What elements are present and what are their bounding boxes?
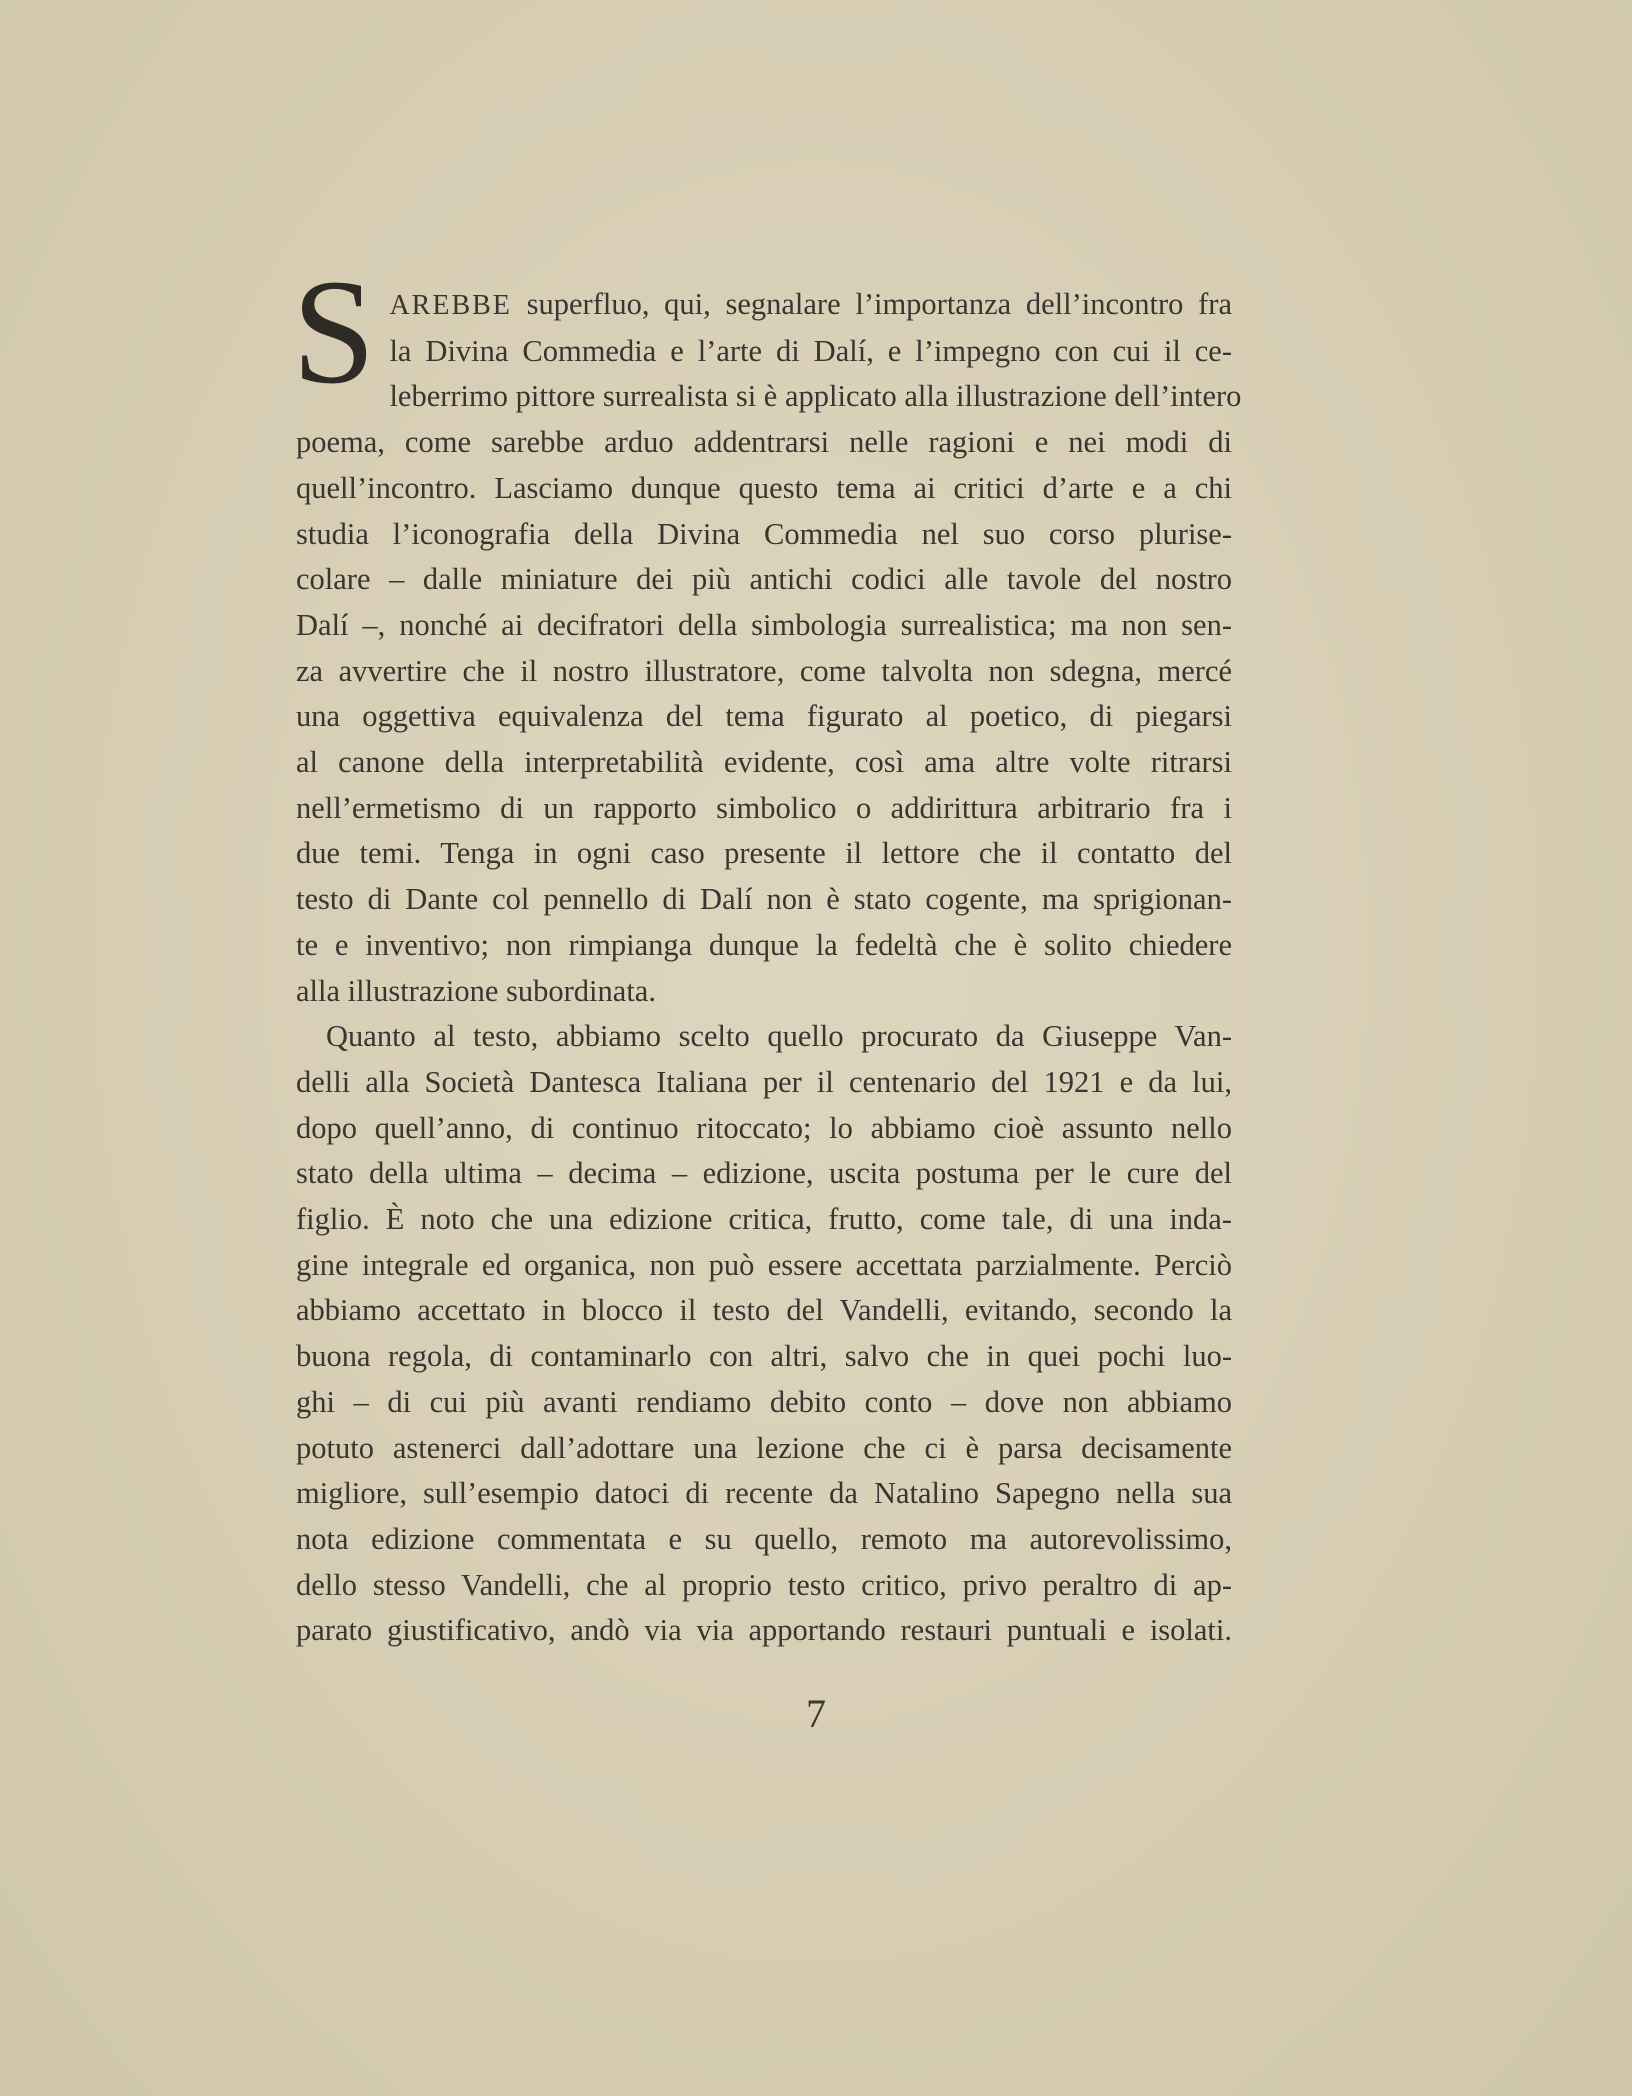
text-line: Quanto al testo, abbiamo scelto quello procurato da Giuseppe Van-: [326, 1019, 1232, 1054]
text-line: Dalí –, nonché ai decifratori della simbologia surrealistica; ma non sen-: [296, 607, 1232, 642]
text-line: due temi. Tenga in ogni caso presente il lettore che il contatto del: [296, 836, 1232, 871]
text-line: la Divina Commedia e l’arte di Dalí, e l’impegno con cui il ce-: [389, 333, 1232, 368]
text-line: migliore, sull’esempio datoci di recente da Natalino Sapegno nella sua: [296, 1476, 1232, 1511]
text-line: za avvertire che il nostro illustratore, come talvolta non sdegna, mercé: [296, 653, 1232, 688]
text-line: buona regola, di contaminarlo con altri, salvo che in quei pochi luo-: [296, 1339, 1232, 1374]
paragraph-1: [292, 249, 1242, 1014]
text-line: poema, come sarebbe arduo addentrarsi nelle ragioni e nei modi di: [296, 425, 1232, 460]
lead-smallcaps: AREBBE: [389, 290, 512, 321]
text-line: gine integrale ed organica, non può essere accettata parzialmente. Perciò: [296, 1247, 1232, 1282]
text-line: potuto astenerci dall’adottare una lezione che ci è parsa decisamente: [296, 1430, 1232, 1465]
text-line: ghi – di cui più avanti rendiamo debito conto – dove non abbiamo: [296, 1384, 1232, 1419]
text-line: te e inventivo; non rimpianga dunque la fedeltà che è solito chiedere: [296, 927, 1232, 962]
text-line: figlio. È noto che una edizione critica, frutto, come tale, di una inda-: [296, 1202, 1232, 1237]
text-line: dello stesso Vandelli, che al proprio testo critico, privo peraltro di ap-: [296, 1567, 1232, 1602]
text-line: alla illustrazione subordinata.: [296, 973, 656, 1008]
text-line: al canone della interpretabilità evidente, così ama altre volte ritrarsi: [296, 745, 1232, 780]
text-line: studia l’iconografia della Divina Commedia nel suo corso plurise-: [296, 516, 1232, 551]
text-line: quell’incontro. Lasciamo dunque questo tema ai critici d’arte e a chi: [296, 470, 1232, 505]
text-line: leberrimo pittore surrealista si è applicato alla illustrazione dell’intero: [389, 379, 1242, 414]
text-line: una oggettiva equivalenza del tema figurato al poetico, di piegarsi: [296, 699, 1232, 734]
page-body: [292, 249, 1242, 1654]
drop-cap: S: [292, 249, 376, 415]
page-number: 7: [806, 1691, 826, 1736]
text-line: delli alla Società Dantesca Italiana per il centenario del 1921 e da lui,: [296, 1064, 1232, 1099]
text-line: AREBBE superfluo, qui, segnalare l’importanza dell’incontro fra: [389, 287, 1232, 321]
text-line: parato giustificativo, andò via via apportando restauri puntuali e isolati.: [296, 1613, 1232, 1648]
text-line: nota edizione commentata e su quello, remoto ma autorevolissimo,: [296, 1521, 1232, 1556]
text-line: testo di Dante col pennello di Dalí non è stato cogente, ma sprigionan-: [296, 882, 1232, 917]
text-line: colare – dalle miniature dei più antichi codici alle tavole del nostro: [296, 562, 1232, 597]
text-line: stato della ultima – decima – edizione, uscita postuma per le cure del: [296, 1156, 1232, 1191]
text-line: dopo quell’anno, di continuo ritoccato; lo abbiamo cioè assunto nello: [296, 1110, 1232, 1145]
paragraph-2: [296, 1014, 1232, 1654]
text-line: nell’ermetismo di un rapporto simbolico o addirittura arbitrario fra i: [296, 790, 1232, 825]
text-line: abbiamo accettato in blocco il testo del Vandelli, evitando, secondo la: [296, 1293, 1232, 1328]
